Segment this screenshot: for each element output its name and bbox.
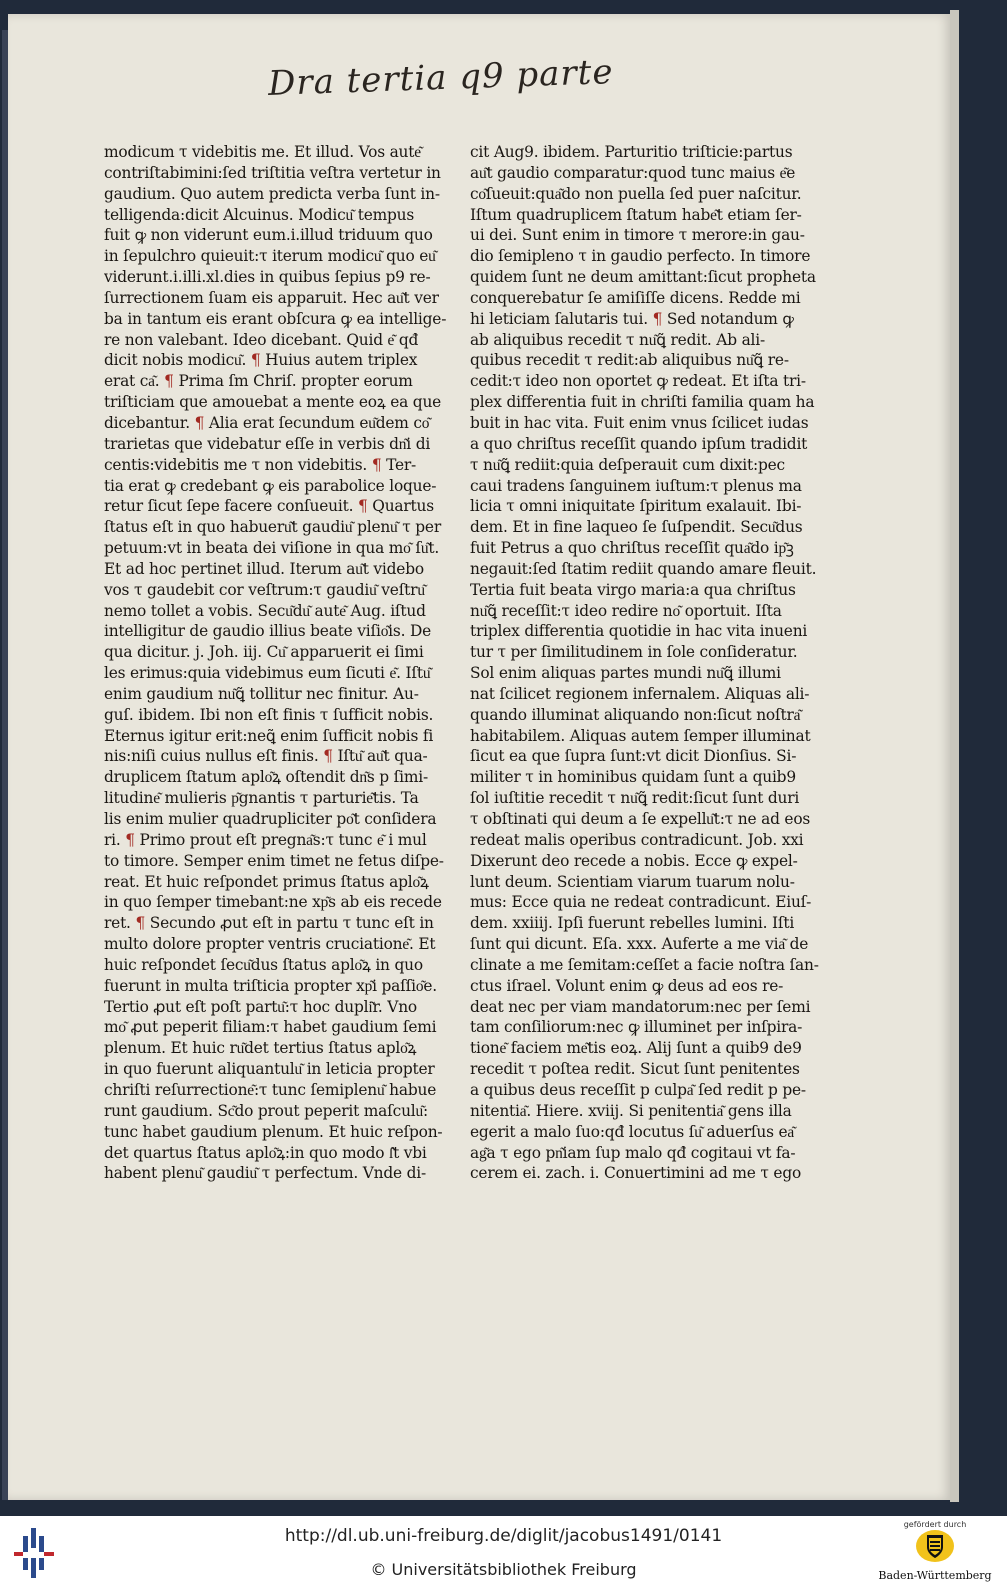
text-line: cerem ei. zach. i. Conuertimini ad me τ ego [470, 1164, 802, 1183]
text-line: mo͂ ꝓut peperit filiam:τ habet gaudium ſemi [104, 1018, 437, 1037]
text-line: nemo tollet a vobis. Secu͂du͂ aute͂ Aug. iſtud [104, 601, 426, 620]
text-line: hi leticiam ſalutaris tui. ¶ Sed notandum ꝙ [470, 309, 794, 328]
text-line: centis:videbitis me τ non videbitis. ¶ Ter- [104, 455, 417, 474]
text-line: nu͂ꝗ͂ receſſit:τ ideo redire no͂ oportuit. Iſta [470, 601, 782, 620]
text-line: quidem ſunt ne deum amittant:ſicut propheta [470, 268, 816, 287]
text-line: Iſtum quadruplicem ſtatum habe͂t etiam ſer- [470, 205, 802, 224]
copyright-text: © Universitätsbibliothek Freiburg [370, 1560, 637, 1579]
text-line: τ nu͂ꝗ͂ rediit:quia deſperauit cum dixit:pec [470, 455, 785, 474]
permalink-url[interactable]: http://dl.ub.uni-freiburg.de/diglit/jacobus1491/0141 [284, 1526, 723, 1546]
text-line: recedit τ poſtea redit. Sicut ſunt penitentes [470, 1060, 800, 1079]
text-line: enim gaudium nu͂ꝗ͂ tollitur nec finitur. Au- [104, 684, 419, 703]
text-line: det quartus ſtatus aplo͂ꝝ:in quo modo ſ͂t vbi [104, 1143, 427, 1162]
sponsor-logo [876, 1519, 994, 1589]
text-line: ctus iſrael. Volunt enim ꝙ deus ad eos re- [470, 976, 784, 995]
state-coat-of-arms-icon [915, 1529, 955, 1563]
text-line: cit Aug9. ibidem. Parturitio triſticie:partus [470, 143, 793, 161]
text-line: deat nec per viam mandatorum:nec per ſemi [470, 997, 811, 1016]
text-line: tur τ per ſimilitudinem in ſole conſideratur. [470, 643, 798, 662]
text-line: ſtatus eſt in quo habueru͂t gaudiu͂ plenu͂ τ per [104, 518, 441, 537]
text-line: caui tradens ſanguinem iuſtum:τ plenus ma [470, 476, 802, 495]
text-line: a quibus deus receſſit p culpa͂ ſed redit p pe- [470, 1080, 806, 1099]
sponsor-name: Baden-Württemberg [878, 1569, 992, 1582]
text-line: Dixerunt deo recede a nobis. Ecce ꝙ expel- [470, 851, 798, 870]
text-column-left [104, 142, 454, 1184]
text-line: tam conſiliorum:nec ꝙ illuminet per inſpira- [470, 1018, 803, 1037]
text-line: Tertio ꝓut eſt poſt partu͂:τ hoc dupli͂r. Vno [104, 997, 417, 1016]
text-line: Tertia fuit beata virgo maria:a qua chriſtus [470, 580, 796, 599]
text-line: in quo fuerunt aliquantulu͂ in leticia propter [104, 1060, 435, 1079]
text-line: ſunt qui dicunt. Eſa. xxx. Auferte a me via͂ de [470, 935, 809, 954]
text-line: triplex differentia quotidie in hac vita inueni [470, 622, 808, 641]
text-line: nis:niſi cuius nullus eſt finis. ¶ Iſtu͂ au͂t qua- [104, 747, 428, 766]
text-line: habitabilem. Aliquas autem ſemper illuminat [470, 726, 811, 745]
text-line: licia τ omni iniquitate ſpiritum exalauit. Ibi- [470, 497, 802, 516]
text-line: quibus recedit τ redit:ab aliquibus nu͂ꝗ͂ re- [470, 351, 789, 370]
library-logo-icon[interactable] [14, 1528, 54, 1578]
text-line: quando illuminat aliquando non:ſicut noſtra͂ [470, 705, 801, 724]
text-line: dem. xxiiij. Ipſi fuerunt rebelles lumini. Iſti [470, 914, 795, 933]
text-line: lis enim mulier quadrupliciter po͂t conſidera [104, 810, 437, 828]
viewer-footer [0, 1516, 1007, 1591]
text-line: triſticiam que amouebat a mente eoꝝ ea que [104, 393, 442, 412]
text-line: tione͂ faciem me͂tis eoꝝ. Alij ſunt a quib9 de9 [470, 1039, 802, 1058]
text-line: plenum. Et huic ru͂det tertius ſtatus aplo͂ꝝ [104, 1039, 417, 1058]
text-line: ret. ¶ Secundo ꝓut eſt in partu τ tunc eſt in [104, 914, 434, 933]
text-line: egerit a malo ſuo:qđ locutus ſu͂ aduerſus ea͂ [470, 1122, 795, 1141]
text-line: Sol enim aliquas partes mundi nu͂ꝗ͂ illumi [470, 664, 781, 683]
text-line: gaudium. Quo autem predicta verba ſunt in- [104, 184, 440, 203]
text-line: guſ. ibidem. Ibi non eſt finis τ ſufficit nobis. [104, 705, 434, 724]
text-line: fuit Petrus a quo chriſtus receſſit qua͂do ip͂ꝫ [470, 539, 794, 558]
page-edge [950, 10, 959, 1502]
text-line: re non valebant. Ideo dicebant. Quid e͂ qđ [104, 330, 419, 349]
handwritten-note: Dra tertia q9 parte [267, 51, 615, 105]
text-line: militer τ in hominibus quidam ſunt a quib9 [470, 768, 796, 787]
text-line: clinate a me ſemitam:ceſſet a facie noſtra ſan- [470, 955, 819, 974]
text-line: tunc habet gaudium plenum. Et huic reſpon- [104, 1122, 443, 1141]
text-line: au͂t gaudio comparatur:quod tunc maius e͂e [470, 163, 796, 182]
text-line: runt gaudium. Sc͂do prout peperit maſculu͂: [104, 1101, 428, 1120]
text-line: nat ſcilicet regionem infernalem. Aliquas ali- [470, 684, 810, 703]
text-line: conquerebatur ſe amiſiſſe dicens. Redde mi [470, 288, 801, 307]
text-line: buit in hac vita. Fuit enim vnus ſcilicet iudas [470, 413, 809, 432]
text-line: redeat malis operibus contradicunt. Job. xxi [470, 830, 804, 849]
text-line: τ obſtinati qui deum a ſe expellu͂t:τ ne ad eos [470, 810, 811, 828]
text-line: mus: Ecce quia ne redeat contradicunt. Eiuſ- [470, 893, 812, 912]
text-line: les erimus:quia videbimus eum ſicuti e͂. Iſtu͂ [104, 664, 431, 683]
text-line: nitentia͂. Hiere. xviij. Si penitentia͂ gens illa [470, 1101, 792, 1120]
text-line: habent plenu͂ gaudiu͂ τ perfectum. Vnde di- [104, 1164, 426, 1183]
text-line: lunt deum. Scientiam viarum tuarum nolu- [470, 872, 795, 891]
text-line: vos τ gaudebit cor veſtrum:τ gaudiu͂ veſtru͂ [104, 580, 425, 599]
text-line: intelligitur de gaudio illius beate viſio͂is. De [104, 622, 432, 641]
text-line: to timore. Semper enim timet ne fetus diſpe- [104, 851, 444, 870]
text-line: ag͂a τ ego pn͂iam ſup malo qđ cogitaui vt fa- [470, 1143, 796, 1162]
text-line: ſurrectionem ſuam eis apparuit. Hec au͂t ver [104, 288, 439, 307]
text-line: dio ſemipleno τ in gaudio perfecto. In timore [470, 247, 811, 266]
text-line: telligenda:dicit Alcuinus. Modicu͂ tempus [104, 205, 415, 224]
text-line: contriſtabimini:ſed triſtitia veſtra vertetur in [104, 163, 441, 182]
text-line: cedit:τ ideo non oportet ꝙ redeat. Et iſta tri- [470, 372, 806, 391]
text-line: dem. Et in fine laqueo ſe ſuſpendit. Secu͂dus [470, 518, 803, 537]
text-line: modicum τ videbitis me. Et illud. Vos aute͂ [104, 143, 421, 161]
text-line: qua dicitur. j. Joh. iij. Cu͂ apparuerit ei ſimi [104, 643, 424, 662]
text-line: druplicem ſtatum aplo͂ꝝ oſtendit dn͂s p ſimi- [104, 768, 428, 787]
text-line: reat. Et huic reſpondet primus ſtatus aplo͂ꝝ [104, 872, 429, 891]
text-line: ri. ¶ Primo prout eſt pregna͂s:τ tunc e͂ i mul [104, 830, 427, 849]
text-line: retur ſicut ſepe facere conſueuit. ¶ Quartus [104, 497, 434, 516]
text-line: fuit ꝙ non viderunt eum.i.illud triduum quo [104, 226, 433, 245]
text-line: dicit nobis modicu͂. ¶ Huius autem triplex [104, 351, 418, 370]
text-line: viderunt.i.illi.xl.dies in quibus ſepius p9 re- [104, 268, 431, 287]
text-line: multo dolore propter ventris cruciatione͂. Et [104, 935, 436, 954]
text-line: erat ca͂. ¶ Prima ſm Chriſ. propter eorum [104, 372, 413, 391]
text-line: negauit:ſed ſtatim rediit quando amare fleuit. [470, 559, 817, 578]
text-line: in ſepulchro quieuit:τ iterum modicu͂ quo eu͂ [104, 247, 436, 266]
text-line: ſol iuſtitie recedit τ nu͂ꝗ͂ redit:ſicut ſunt duri [470, 789, 800, 808]
sponsor-caption: gefördert durch [903, 1520, 967, 1529]
text-line: co͂ſueuit:qua͂do non puella ſed puer naſcitur. [470, 184, 802, 203]
text-column-right [470, 142, 830, 1184]
text-line: dicebantur. ¶ Alia erat ſecundum eu͂dem co͂ [104, 413, 430, 432]
text-line: fuerunt in multa triſticia propter xp͂i paſſio͂e. [104, 976, 437, 995]
text-line: litudine͂ mulieris p͂gnantis τ parturie͂tis. Ta [104, 789, 419, 808]
text-line: in quo ſemper timebant:ne xp͂s ab eis recede [104, 893, 442, 912]
text-line: huic reſpondet ſecu͂dus ſtatus aplo͂ꝝ in quo [104, 955, 423, 974]
text-line: a quo chriſtus receſſit quando ipſum tradidit [470, 434, 808, 453]
text-line: ſicut ea que ſupra ſunt:vt dicit Dionſius. Si- [470, 747, 797, 766]
text-line: ab aliquibus recedit τ nu͂ꝗ͂ redit. Ab ali- [470, 330, 765, 349]
text-line: Et ad hoc pertinet illud. Iterum au͂t videbo [104, 559, 424, 578]
text-line: chriſti reſurrectione͂:τ tunc ſemiplenu͂ habue [104, 1080, 437, 1099]
text-line: trarietas que videbatur eſſe in verbis dn͂i di [104, 434, 431, 453]
text-line: petuum:vt in beata dei viſione in qua mo͂ ſu͂t. [104, 539, 440, 558]
text-line: plex differentia fuit in chriſti familia quam ha [470, 393, 815, 412]
text-line: tia erat ꝙ credebant ꝙ eis parabolice loque- [104, 476, 437, 495]
text-line: ba in tantum eis erant obſcura ꝙ ea intellige- [104, 309, 447, 328]
text-line: ui dei. Sunt enim in timore τ merore:in gau- [470, 226, 805, 245]
text-line: Eternus igitur erit:neꝗ͂ enim ſufficit nobis fi [104, 726, 434, 745]
